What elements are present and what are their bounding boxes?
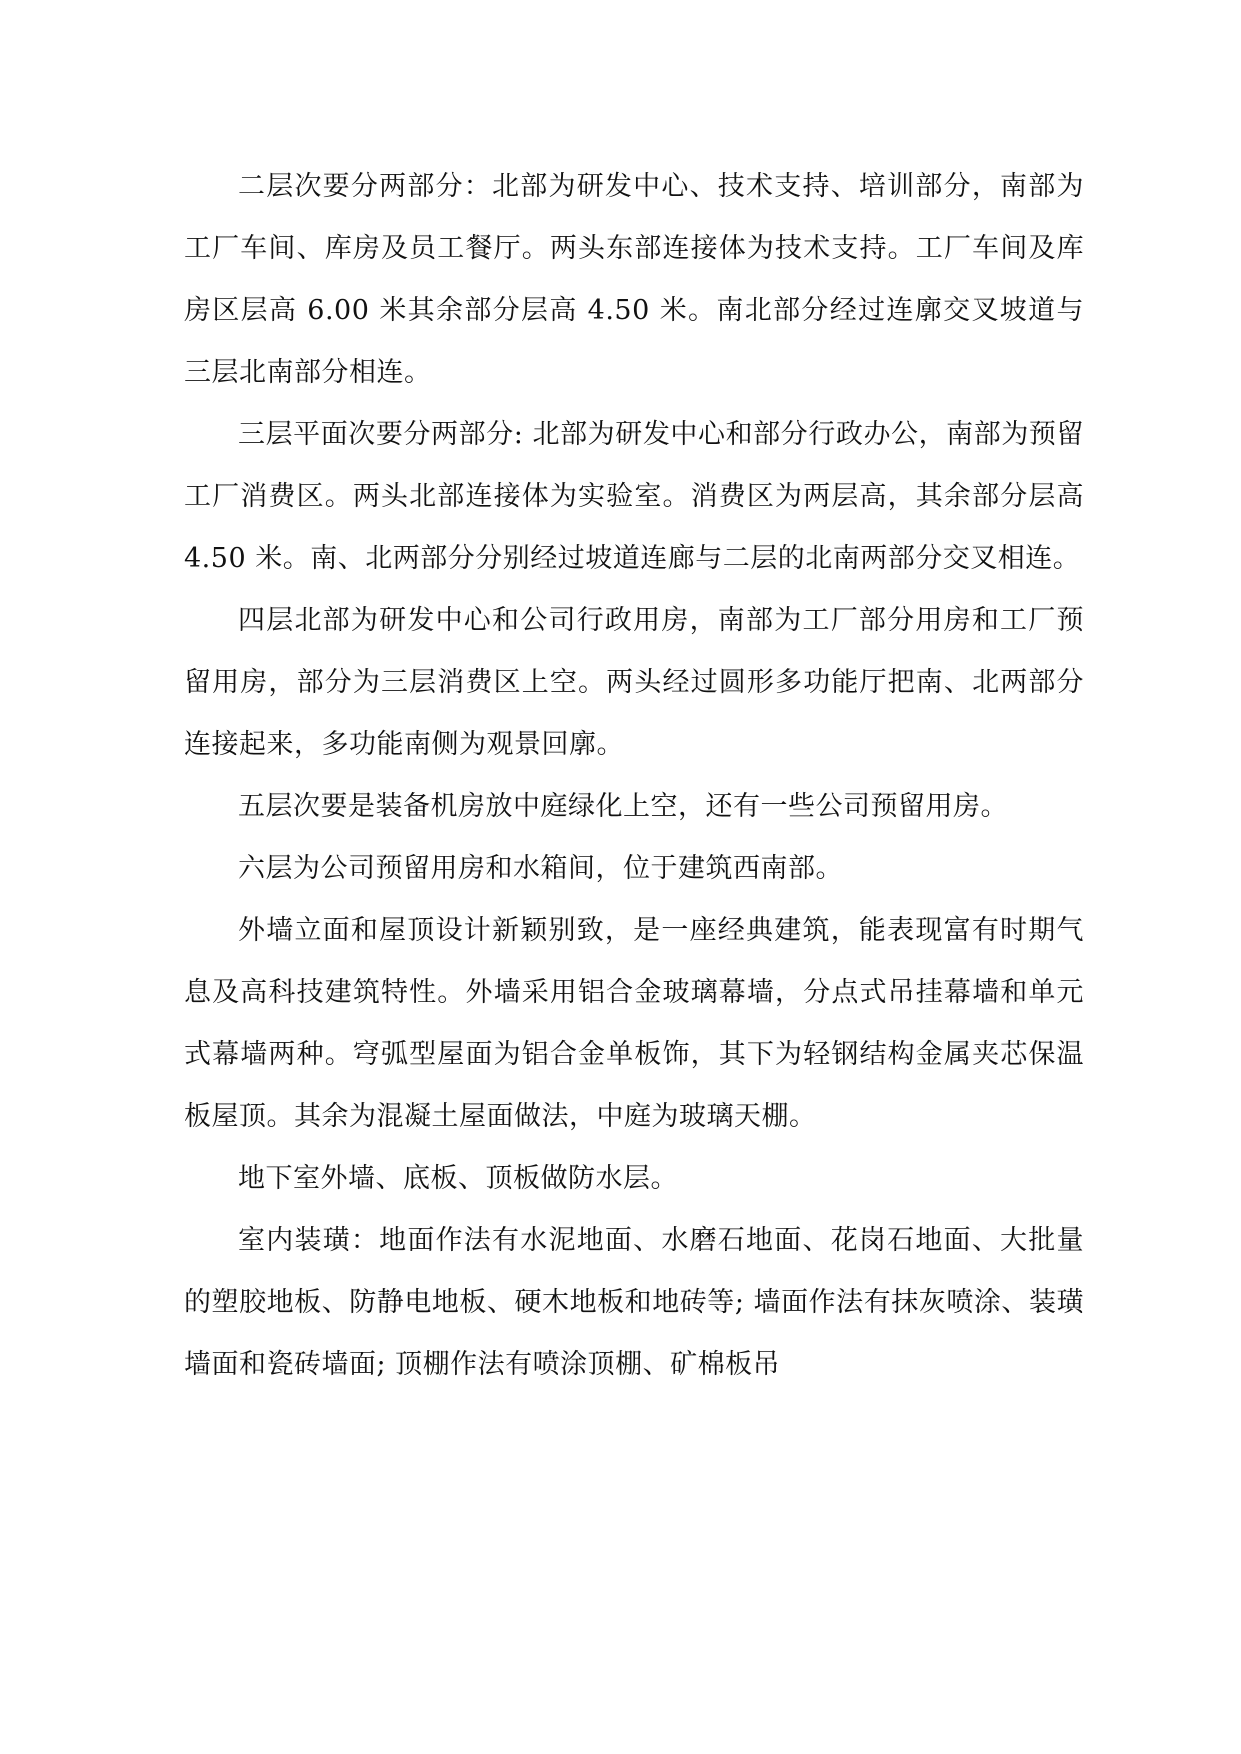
paragraph-floor-6: 六层为公司预留用房和水箱间，位于建筑西南部。 — [238, 853, 843, 884]
paragraph-floor-4: 四层北部为研发中心和公司行政用房，南部为工厂部分用房和工厂预留用房，部分为三层消费区上空。两头经过圆形多功能厅把南、北两部分连接起来，多功能南侧为观景回廓。 — [184, 605, 1084, 760]
paragraph-floor-2: 二层次要分两部分：北部为研发中心、技术支持、培训部分，南部为工厂车间、库房及员工餐厅。两头东部连接体为技术支持。工厂车间及库房区层高 6.00 米其余部分层高 4.50 米。南北部分经过连廓交叉坡道与三层北南部分相连。 — [184, 171, 1084, 388]
document-body — [184, 156, 1084, 1396]
paragraph-basement: 地下室外墙、底板、顶板做防水层。 — [238, 1163, 678, 1194]
paragraph-facade-roof: 外墙立面和屋顶设计新颖别致，是一座经典建筑，能表现富有时期气息及高科技建筑特性。外墙采用铝合金玻璃幕墙，分点式吊挂幕墙和单元式幕墙两种。穹弧型屋面为铝合金单板饰，其下为轻钢结构金属夹芯保温板屋顶。其余为混凝土屋面做法，中庭为玻璃天棚。 — [184, 915, 1084, 1132]
paragraph-floor-3: 三层平面次要分两部分: 北部为研发中心和部分行政办公，南部为预留工厂消费区。两头北部连接体为实验室。消费区为两层高，其余部分层高 4.50 米。南、北两部分分别经过坡道连廊与二层的北南两部分交叉相连。 — [184, 419, 1084, 574]
paragraph-floor-5: 五层次要是装备机房放中庭绿化上空，还有一些公司预留用房。 — [238, 791, 1008, 822]
paragraph-interior-decoration: 室内装璜：地面作法有水泥地面、水磨石地面、花岗石地面、大批量的塑胶地板、防静电地板、硬木地板和地砖等; 墙面作法有抹灰喷涂、装璜墙面和瓷砖墙面; 顶棚作法有喷涂顶棚、矿棉板吊 — [184, 1225, 1084, 1380]
